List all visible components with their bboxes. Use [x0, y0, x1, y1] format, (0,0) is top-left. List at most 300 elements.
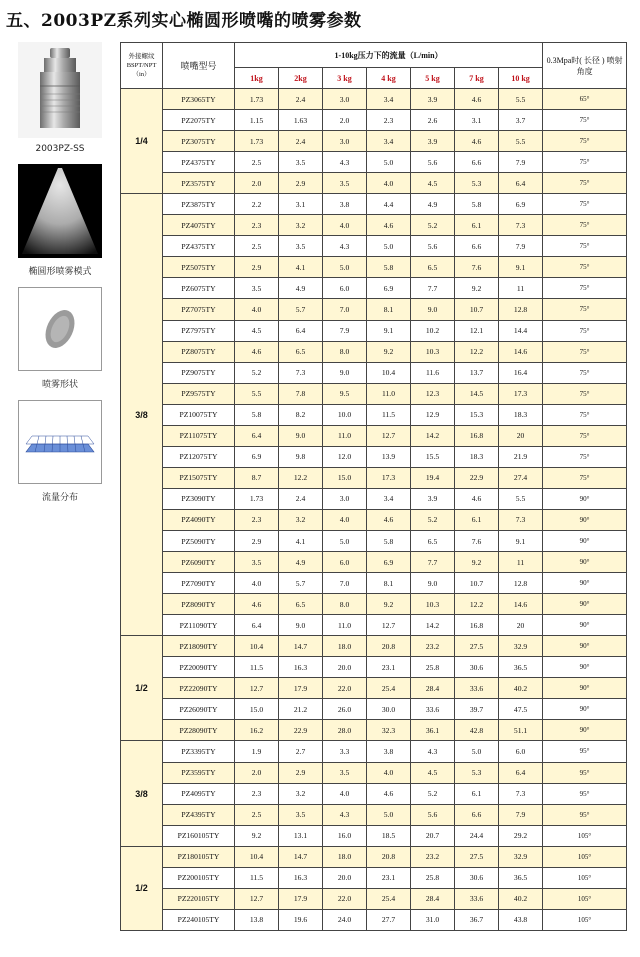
- model-cell: PZ10075TY: [163, 404, 235, 425]
- flow-cell: 22.0: [323, 678, 367, 699]
- angle-cell: 75°: [543, 215, 627, 236]
- flow-cell: 11.6: [411, 362, 455, 383]
- angle-cell: 90°: [543, 530, 627, 551]
- table-row: [121, 173, 627, 194]
- thread-size-cell: 1/2: [121, 636, 163, 741]
- flow-cell: 2.7: [279, 741, 323, 762]
- angle-cell: 65°: [543, 89, 627, 110]
- pressure-header: 3 kg: [323, 68, 367, 89]
- flow-cell: 20: [499, 425, 543, 446]
- angle-cell: 90°: [543, 488, 627, 509]
- angle-cell: 75°: [543, 467, 627, 488]
- angle-cell: 95°: [543, 783, 627, 804]
- flow-cell: 3.0: [323, 488, 367, 509]
- flow-cell: 17.9: [279, 888, 323, 909]
- flow-cell: 13.7: [455, 362, 499, 383]
- flow-cell: 7.0: [323, 573, 367, 594]
- flow-cell: 6.4: [235, 425, 279, 446]
- flow-cell: 1.9: [235, 741, 279, 762]
- flow-cell: 3.2: [279, 215, 323, 236]
- flow-cell: 18.5: [367, 825, 411, 846]
- angle-cell: 105°: [543, 867, 627, 888]
- model-cell: PZ4395TY: [163, 804, 235, 825]
- flow-cell: 16.8: [455, 425, 499, 446]
- flow-cell: 10.4: [235, 636, 279, 657]
- flow-cell: 27.4: [499, 467, 543, 488]
- flow-cell: 10.0: [323, 404, 367, 425]
- flow-cell: 11: [499, 552, 543, 573]
- flow-cell: 4.6: [455, 89, 499, 110]
- flow-cell: 14.2: [411, 425, 455, 446]
- flow-cell: 4.3: [323, 804, 367, 825]
- flow-cell: 9.1: [499, 257, 543, 278]
- flow-cell: 7.3: [499, 783, 543, 804]
- flow-cell: 12.7: [235, 678, 279, 699]
- figure-caption-nozzle: 2003PZ-SS: [35, 144, 85, 154]
- angle-cell: 75°: [543, 257, 627, 278]
- flow-cell: 9.2: [235, 825, 279, 846]
- flow-cell: 12.9: [411, 404, 455, 425]
- flow-cell: 33.6: [455, 678, 499, 699]
- angle-cell: 75°: [543, 152, 627, 173]
- flow-cell: 4.6: [367, 509, 411, 530]
- flow-cell: 4.0: [323, 215, 367, 236]
- table-row: [121, 383, 627, 404]
- flow-cell: 24.4: [455, 825, 499, 846]
- flow-cell: 12.8: [499, 573, 543, 594]
- flow-cell: 4.6: [235, 594, 279, 615]
- flow-cell: 9.1: [499, 530, 543, 551]
- flow-cell: 21.9: [499, 446, 543, 467]
- table-row: [121, 636, 627, 657]
- model-cell: PZ4375TY: [163, 236, 235, 257]
- flow-cell: 2.3: [235, 783, 279, 804]
- flow-cell: 4.5: [411, 173, 455, 194]
- flow-cell: 4.0: [235, 573, 279, 594]
- flow-cell: 5.0: [367, 236, 411, 257]
- flow-cell: 14.7: [279, 846, 323, 867]
- flow-cell: 2.0: [235, 762, 279, 783]
- thread-size-cell: 1/4: [121, 89, 163, 194]
- thread-size-cell: 3/8: [121, 741, 163, 846]
- flow-cell: 2.9: [279, 173, 323, 194]
- flow-cell: 4.0: [323, 509, 367, 530]
- flow-cell: 2.9: [235, 530, 279, 551]
- figure-caption-spray: 椭圆形喷雾模式: [28, 267, 92, 277]
- flow-cell: 22.9: [279, 720, 323, 741]
- flow-cell: 6.4: [235, 615, 279, 636]
- flow-cell: 4.1: [279, 257, 323, 278]
- flow-cell: 5.3: [455, 173, 499, 194]
- flow-cell: 12.7: [367, 425, 411, 446]
- table-row: [121, 552, 627, 573]
- flow-cell: 4.0: [367, 173, 411, 194]
- flow-cell: 26.0: [323, 699, 367, 720]
- flow-cell: 10.4: [367, 362, 411, 383]
- flow-cell: 9.1: [367, 320, 411, 341]
- flow-cell: 15.5: [411, 446, 455, 467]
- flow-cell: 5.0: [323, 530, 367, 551]
- table-row: [121, 257, 627, 278]
- angle-cell: 75°: [543, 110, 627, 131]
- flow-cell: 18.0: [323, 846, 367, 867]
- flow-cell: 6.5: [411, 530, 455, 551]
- flow-cell: 25.4: [367, 888, 411, 909]
- flow-cell: 3.4: [367, 89, 411, 110]
- flow-cell: 7.9: [499, 152, 543, 173]
- flow-cell: 3.9: [411, 131, 455, 152]
- flow-cell: 5.2: [411, 509, 455, 530]
- flow-cell: 1.73: [235, 89, 279, 110]
- flow-cell: 25.4: [367, 678, 411, 699]
- flow-cell: 9.2: [455, 278, 499, 299]
- flow-cell: 6.4: [499, 173, 543, 194]
- angle-cell: 105°: [543, 825, 627, 846]
- model-cell: PZ15075TY: [163, 467, 235, 488]
- flow-cell: 6.5: [279, 594, 323, 615]
- table-row: [121, 657, 627, 678]
- flow-cell: 2.5: [235, 152, 279, 173]
- flow-cell: 7.0: [323, 299, 367, 320]
- page-title: 五、2003PZ系列实心椭圆形喷嘴的喷雾参数: [6, 11, 362, 31]
- angle-cell: 105°: [543, 909, 627, 930]
- model-cell: PZ7090TY: [163, 573, 235, 594]
- angle-cell: 105°: [543, 888, 627, 909]
- pressure-header: 1kg: [235, 68, 279, 89]
- flow-cell: 9.5: [323, 383, 367, 404]
- flow-cell: 29.2: [499, 825, 543, 846]
- flow-cell: 47.5: [499, 699, 543, 720]
- table-row: [121, 110, 627, 131]
- flow-cell: 1.15: [235, 110, 279, 131]
- angle-cell: 95°: [543, 762, 627, 783]
- flow-cell: 10.3: [411, 341, 455, 362]
- flow-cell: 23.1: [367, 867, 411, 888]
- flow-cell: 12.7: [235, 888, 279, 909]
- model-cell: PZ12075TY: [163, 446, 235, 467]
- flow-cell: 3.9: [411, 89, 455, 110]
- angle-cell: 75°: [543, 362, 627, 383]
- flow-cell: 11: [499, 278, 543, 299]
- flow-cell: 1.63: [279, 110, 323, 131]
- model-cell: PZ4375TY: [163, 152, 235, 173]
- model-cell: PZ3395TY: [163, 741, 235, 762]
- table-row: [121, 467, 627, 488]
- flow-cell: 5.8: [367, 530, 411, 551]
- flow-cell: 8.7: [235, 467, 279, 488]
- flow-cell: 8.0: [323, 341, 367, 362]
- flow-cell: 2.9: [279, 762, 323, 783]
- flow-cell: 32.9: [499, 636, 543, 657]
- flow-cell: 2.0: [323, 110, 367, 131]
- figure-column: [18, 42, 102, 503]
- flow-cell: 19.6: [279, 909, 323, 930]
- flow-cell: 14.6: [499, 594, 543, 615]
- angle-cell: 90°: [543, 615, 627, 636]
- flow-cell: 13.1: [279, 825, 323, 846]
- model-cell: PZ6090TY: [163, 552, 235, 573]
- flow-cell: 10.2: [411, 320, 455, 341]
- spray-pattern-photo: [18, 164, 102, 258]
- table-row: [121, 89, 627, 110]
- angle-cell: 90°: [543, 657, 627, 678]
- table-row: [121, 446, 627, 467]
- flow-cell: 4.3: [323, 152, 367, 173]
- flow-cell: 19.4: [411, 467, 455, 488]
- flow-cell: 18.3: [455, 446, 499, 467]
- flow-cell: 3.0: [323, 131, 367, 152]
- flow-cell: 5.8: [367, 257, 411, 278]
- flow-cell: 10.4: [235, 846, 279, 867]
- angle-cell: 90°: [543, 552, 627, 573]
- flow-cell: 36.5: [499, 657, 543, 678]
- model-cell: PZ200105TY: [163, 867, 235, 888]
- model-cell: PZ180105TY: [163, 846, 235, 867]
- flow-cell: 9.0: [411, 299, 455, 320]
- table-row: [121, 846, 627, 867]
- model-cell: PZ26090TY: [163, 699, 235, 720]
- flow-cell: 15.0: [323, 467, 367, 488]
- angle-cell: 90°: [543, 678, 627, 699]
- flow-cell: 6.0: [323, 278, 367, 299]
- flow-cell: 6.9: [235, 446, 279, 467]
- table-row: [121, 909, 627, 930]
- flow-cell: 21.2: [279, 699, 323, 720]
- model-cell: PZ5075TY: [163, 257, 235, 278]
- flow-cell: 5.0: [367, 152, 411, 173]
- table-row: [121, 530, 627, 551]
- flow-cell: 4.0: [323, 783, 367, 804]
- flow-cell: 23.2: [411, 846, 455, 867]
- table-row: [121, 783, 627, 804]
- header-thread: 外接螺纹 BSPT/NPT （in）: [121, 43, 163, 89]
- model-cell: PZ11075TY: [163, 425, 235, 446]
- flow-cell: 7.3: [499, 215, 543, 236]
- flow-cell: 6.9: [367, 552, 411, 573]
- model-cell: PZ28090TY: [163, 720, 235, 741]
- flow-cell: 40.2: [499, 888, 543, 909]
- model-cell: PZ4075TY: [163, 215, 235, 236]
- flow-cell: 9.8: [279, 446, 323, 467]
- thread-size-cell: 3/8: [121, 194, 163, 636]
- model-cell: PZ6075TY: [163, 278, 235, 299]
- flow-cell: 40.2: [499, 678, 543, 699]
- flow-cell: 5.2: [411, 783, 455, 804]
- flow-cell: 6.4: [279, 320, 323, 341]
- flow-cell: 3.3: [323, 741, 367, 762]
- flow-cell: 5.5: [499, 89, 543, 110]
- flow-cell: 4.6: [367, 215, 411, 236]
- flow-cell: 36.5: [499, 867, 543, 888]
- flow-cell: 7.9: [499, 236, 543, 257]
- flow-cell: 14.5: [455, 383, 499, 404]
- angle-cell: 90°: [543, 720, 627, 741]
- angle-cell: 90°: [543, 509, 627, 530]
- flow-cell: 16.4: [499, 362, 543, 383]
- model-cell: PZ7975TY: [163, 320, 235, 341]
- model-cell: PZ220105TY: [163, 888, 235, 909]
- flow-cell: 39.7: [455, 699, 499, 720]
- flow-cell: 10.3: [411, 594, 455, 615]
- table-row: [121, 236, 627, 257]
- model-cell: PZ9575TY: [163, 383, 235, 404]
- flow-cell: 5.3: [455, 762, 499, 783]
- flow-cell: 12.8: [499, 299, 543, 320]
- table-row: [121, 131, 627, 152]
- flow-cell: 12.2: [455, 594, 499, 615]
- flow-cell: 12.1: [455, 320, 499, 341]
- flow-cell: 9.0: [323, 362, 367, 383]
- model-cell: PZ3090TY: [163, 488, 235, 509]
- pressure-header: 2kg: [279, 68, 323, 89]
- header-model: 喷嘴型号: [163, 43, 235, 89]
- flow-cell: 4.9: [279, 552, 323, 573]
- model-cell: PZ3875TY: [163, 194, 235, 215]
- header-angle: 0.3Mpa时( 长径 ) 喷射角度: [543, 43, 627, 89]
- angle-cell: 90°: [543, 573, 627, 594]
- pressure-header: 7 kg: [455, 68, 499, 89]
- flow-cell: 4.1: [279, 530, 323, 551]
- flow-cell: 6.0: [499, 741, 543, 762]
- table-row: [121, 804, 627, 825]
- flow-cell: 4.0: [367, 762, 411, 783]
- flow-cell: 20.8: [367, 636, 411, 657]
- flow-cell: 3.7: [499, 110, 543, 131]
- angle-cell: 75°: [543, 299, 627, 320]
- flow-cell: 7.6: [455, 257, 499, 278]
- flow-cell: 42.8: [455, 720, 499, 741]
- flow-cell: 3.4: [367, 131, 411, 152]
- flow-cell: 16.3: [279, 867, 323, 888]
- flow-cell: 10.7: [455, 573, 499, 594]
- flow-cell: 27.5: [455, 846, 499, 867]
- flow-cell: 7.8: [279, 383, 323, 404]
- flow-cell: 17.9: [279, 678, 323, 699]
- flow-cell: 6.0: [323, 552, 367, 573]
- flow-cell: 3.5: [323, 762, 367, 783]
- flow-cell: 51.1: [499, 720, 543, 741]
- flow-cell: 4.3: [323, 236, 367, 257]
- model-cell: PZ4090TY: [163, 509, 235, 530]
- flow-cell: 32.9: [499, 846, 543, 867]
- flow-cell: 16.8: [455, 615, 499, 636]
- model-cell: PZ160105TY: [163, 825, 235, 846]
- flow-cell: 4.6: [455, 488, 499, 509]
- model-cell: PZ9075TY: [163, 362, 235, 383]
- model-cell: PZ18090TY: [163, 636, 235, 657]
- flow-cell: 14.6: [499, 341, 543, 362]
- flow-cell: 10.7: [455, 299, 499, 320]
- angle-cell: 75°: [543, 131, 627, 152]
- flow-cell: 18.0: [323, 636, 367, 657]
- spray-shape-figure: [18, 287, 102, 371]
- flow-cell: 5.2: [235, 362, 279, 383]
- flow-cell: 9.2: [455, 552, 499, 573]
- flow-cell: 6.9: [499, 194, 543, 215]
- angle-cell: 95°: [543, 804, 627, 825]
- flow-cell: 28.4: [411, 888, 455, 909]
- flow-cell: 1.73: [235, 131, 279, 152]
- table-row: [121, 720, 627, 741]
- flow-cell: 20.8: [367, 846, 411, 867]
- table-row: [121, 404, 627, 425]
- flow-cell: 2.3: [235, 215, 279, 236]
- pressure-header: 5 kg: [411, 68, 455, 89]
- flow-cell: 3.1: [455, 110, 499, 131]
- flow-cell: 5.8: [455, 194, 499, 215]
- flow-cell: 4.5: [235, 320, 279, 341]
- flow-cell: 4.6: [367, 783, 411, 804]
- model-cell: PZ240105TY: [163, 909, 235, 930]
- table-row: [121, 825, 627, 846]
- spray-parameter-table: [120, 42, 627, 931]
- model-cell: PZ22090TY: [163, 678, 235, 699]
- flow-cell: 8.1: [367, 573, 411, 594]
- flow-cell: 30.0: [367, 699, 411, 720]
- angle-cell: 75°: [543, 404, 627, 425]
- flow-cell: 15.0: [235, 699, 279, 720]
- flow-cell: 11.5: [235, 657, 279, 678]
- flow-cell: 4.9: [411, 194, 455, 215]
- flow-cell: 5.0: [367, 804, 411, 825]
- flow-cell: 17.3: [367, 467, 411, 488]
- flow-cell: 5.2: [411, 215, 455, 236]
- pressure-header: 10 kg: [499, 68, 543, 89]
- flow-cell: 7.9: [499, 804, 543, 825]
- flow-cell: 28.0: [323, 720, 367, 741]
- table-row: [121, 194, 627, 215]
- flow-cell: 5.7: [279, 573, 323, 594]
- flow-cell: 9.0: [279, 615, 323, 636]
- model-cell: PZ8090TY: [163, 594, 235, 615]
- flow-cell: 20.7: [411, 825, 455, 846]
- flow-cell: 7.3: [279, 362, 323, 383]
- flow-cell: 33.6: [455, 888, 499, 909]
- flow-cell: 2.5: [235, 804, 279, 825]
- flow-cell: 8.2: [279, 404, 323, 425]
- flow-cell: 6.9: [367, 278, 411, 299]
- flow-cell: 20.0: [323, 657, 367, 678]
- flow-cell: 5.7: [279, 299, 323, 320]
- table-row: [121, 488, 627, 509]
- flow-cell: 5.0: [455, 741, 499, 762]
- table-row: [121, 594, 627, 615]
- flow-cell: 13.8: [235, 909, 279, 930]
- flow-cell: 3.9: [411, 488, 455, 509]
- flow-cell: 30.6: [455, 867, 499, 888]
- table-row: [121, 152, 627, 173]
- model-cell: PZ3065TY: [163, 89, 235, 110]
- nozzle-photo: [18, 42, 102, 138]
- flow-cell: 2.4: [279, 131, 323, 152]
- flow-cell: 5.5: [499, 131, 543, 152]
- angle-cell: 75°: [543, 236, 627, 257]
- flow-cell: 1.73: [235, 488, 279, 509]
- table-row: [121, 699, 627, 720]
- flow-cell: 27.7: [367, 909, 411, 930]
- flow-cell: 8.1: [367, 299, 411, 320]
- flow-cell: 15.3: [455, 404, 499, 425]
- flow-cell: 12.2: [455, 341, 499, 362]
- flow-cell: 27.5: [455, 636, 499, 657]
- flow-cell: 3.8: [323, 194, 367, 215]
- flow-cell: 13.9: [367, 446, 411, 467]
- model-cell: PZ7075TY: [163, 299, 235, 320]
- angle-cell: 75°: [543, 425, 627, 446]
- flow-cell: 43.8: [499, 909, 543, 930]
- table-row: [121, 762, 627, 783]
- thread-size-cell: 1/2: [121, 846, 163, 930]
